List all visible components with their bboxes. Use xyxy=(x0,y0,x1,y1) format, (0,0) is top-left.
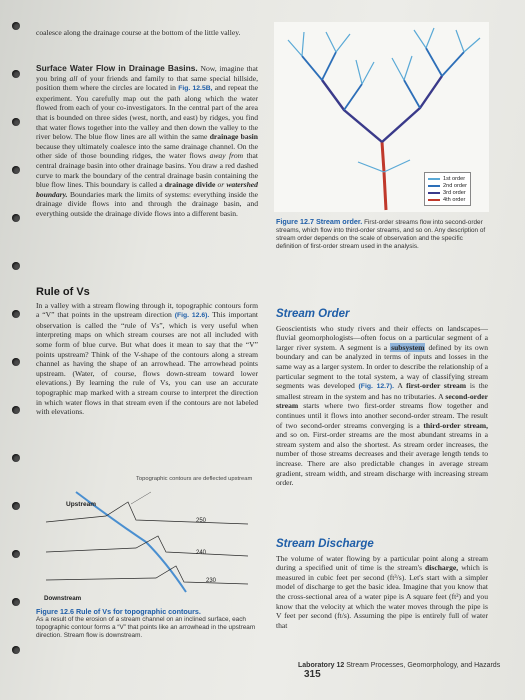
stream-order-section xyxy=(276,310,488,491)
paragraph xyxy=(276,554,488,631)
text: because they ultimately coalesce into the same drainage channel. On the other side of those bounding ridges, the water flows xyxy=(36,141,258,161)
binding-hole xyxy=(12,214,20,222)
binding-hole xyxy=(12,646,20,654)
contour-label-240: 240 xyxy=(196,550,207,556)
term: second-order stream xyxy=(276,391,488,411)
term: third-order stream, xyxy=(423,420,488,430)
caption-text: As a result of the erosion of a stream channel on an inclined surface, each topographic contour forms a “V” that points like an arrowhead in the upstream direction. Stream flow is downstream. xyxy=(36,616,256,639)
rule-of-vs-section xyxy=(36,288,258,420)
continuation-text xyxy=(36,28,258,41)
stream-discharge-section xyxy=(276,540,488,633)
spiral-binding xyxy=(6,0,22,700)
paragraph xyxy=(36,64,258,219)
contours-label-text: Topographic contours are deflected upstream xyxy=(136,476,253,482)
contour-line xyxy=(46,566,248,584)
term: drainage basin xyxy=(209,132,258,142)
section-heading: Stream Order xyxy=(276,308,350,320)
text: In a valley with a stream flowing through it, topographic contours form a “V” that points in the upstream direction xyxy=(36,300,258,320)
legend-label: 4th order xyxy=(443,196,466,203)
binding-hole xyxy=(12,166,20,174)
text: that central drainage basin into other drainage basins. You draw a red dashed curve to mark the boundary of the central drainage basin containing the blue flow lines. This boundary is called a xyxy=(36,151,258,190)
figure-link[interactable]: (Fig. 12.6). xyxy=(174,312,210,320)
text: which is measured in cubic feet per second (ft³/s). Let's start with a simpler model of discharge to get the basic idea. Imagine that you know that the cross-sectional area of a water pipe is A square feet (ft²) and you know that the velocity at which the water moves through the pipe is V feet per second (ft/s). Assuming the pipe is entirely full of water that xyxy=(276,563,489,630)
page-footer xyxy=(298,662,513,680)
binding-hole xyxy=(12,70,20,78)
text: is the smallest stream in the system and has no tributaries. A xyxy=(276,381,488,401)
lab-title: Stream Processes, Geomorphology, and Hazards xyxy=(346,662,501,669)
contour-label-250: 250 xyxy=(196,518,207,524)
text: Boundaries mark the limits of systems: everything inside the drainage divide flows into and through the drainage basin, and everything outside the drainage divide flows into a different basin. xyxy=(36,189,258,218)
text: all xyxy=(69,73,78,83)
contour-diagram xyxy=(36,472,258,604)
binding-hole xyxy=(12,550,20,558)
rule-of-vs-figure xyxy=(36,472,258,604)
text: or xyxy=(217,180,225,190)
text: Geoscientists who study rivers and their effects on landscapes—fluvial geomorphologists—often focus on a particular segment of a larger river system. A segment is a xyxy=(276,323,488,352)
legend-item xyxy=(428,189,467,196)
section-heading: Stream Discharge xyxy=(276,538,374,550)
caption-title: Figure 12.7 Stream order. xyxy=(276,217,363,226)
stream-order-legend xyxy=(424,172,471,206)
legend-item xyxy=(428,175,467,182)
binding-hole xyxy=(12,262,20,270)
annotation-leader xyxy=(131,492,151,504)
text: away from xyxy=(209,151,244,161)
term: first-order stream xyxy=(406,381,467,391)
text: and so on. First-order streams are the most abundant streams in a stream system and also the shortest. As stream order increases, the number of those streams decreases and their average length tends to increase. There are also predictable changes in average stream gradient, stream width, and stream discharge with increasing stream order. xyxy=(276,430,488,488)
lab-number: Laboratory 12 xyxy=(298,662,345,669)
legend-label: 2nd order xyxy=(443,182,467,189)
caption-title: Figure 12.6 Rule of Vs for topographic contours. xyxy=(36,607,201,616)
stream-order-figure xyxy=(274,22,489,212)
legend-label: 3rd order xyxy=(443,189,466,196)
term: watershed boundary. xyxy=(36,180,258,199)
contour-line xyxy=(46,536,248,556)
text: and repeat the experiment. You carefully map out the path along which the water flowed from each of your co-investigators. In the central part of the area that is bounded on three sides (west, north, and east) by ridges, you find that water flows together into the valley and then down the valley to the river below. The blue flow lines are all within the same xyxy=(36,83,258,142)
text: Now, imagine that you bring xyxy=(36,64,258,83)
legend-label: 1st order xyxy=(443,175,466,182)
legend-item xyxy=(428,182,467,189)
text: The volume of water flowing by a particular point along a stream during a specified unit of time is the stream's xyxy=(276,553,488,573)
surface-water-section xyxy=(36,64,258,222)
binding-hole xyxy=(12,502,20,510)
page-number: 315 xyxy=(304,669,321,680)
term: drainage divide xyxy=(164,180,216,190)
text: defined by its own boundary and can be analyzed in terms of inputs and losses in the same way as a larger system. In order to describe the relationship of a particular segment to the total system, a way of classifying stream segments was developed xyxy=(276,342,488,391)
figure-link[interactable]: (Fig. 12.7). xyxy=(358,383,394,391)
binding-hole xyxy=(12,310,20,318)
text: of your friends and family to that same special hillside, position them where the circles are located in xyxy=(36,73,258,93)
text: A xyxy=(397,381,403,391)
section-heading: Rule of Vs xyxy=(36,286,90,298)
paragraph xyxy=(276,324,488,488)
figure-12-6-caption xyxy=(36,608,258,640)
highlighted-term: subsystem xyxy=(391,342,425,352)
paragraph: coalesce along the drainage course at the bottom of the little valley. xyxy=(36,28,241,37)
contours-label xyxy=(136,476,252,482)
contour-label-230: 230 xyxy=(206,578,217,584)
binding-hole xyxy=(12,598,20,606)
caption-text: First-order streams flow into second-order streams, which flow into third-order streams, and so on. Any description of stream order depends on the scale of observation and the specific definition of first-order stream used in the analysis. xyxy=(276,219,486,250)
paragraph xyxy=(36,301,258,417)
binding-hole xyxy=(12,22,20,30)
subheading: Surface Water Flow in Drainage Basins. xyxy=(36,63,198,73)
upstream-label: Upstream xyxy=(66,501,96,508)
legend-item xyxy=(428,196,467,203)
figure-link[interactable]: Fig. 12.5B, xyxy=(178,85,213,93)
text: starts where two first-order streams flow together and continues until it flows into another second-order stream. The result of two second-order streams converging is a xyxy=(276,401,488,430)
figure-12-7-caption xyxy=(276,218,488,251)
binding-hole xyxy=(12,454,20,462)
term: discharge, xyxy=(425,563,459,573)
text: This important observation is called the “rule of Vs”, which is very useful when interpreting maps on which stream courses are not all included with some form of blue curve. But what does it mean to say that the “V” points upstream? Think of the V-shape of the contours along a stream channel as having the shape of an arrowhead. The arrowhead points upstream. (Water, of course, flows down-stream toward lower elevations.) By learning the rule of Vs, you can use an accurate topographic map marked with a stream course to interpret the direction in which water flows in that stream even if the contours are not labeled with elevations. xyxy=(36,310,258,417)
binding-hole xyxy=(12,358,20,366)
downstream-label: Downstream xyxy=(44,595,82,602)
binding-hole xyxy=(12,118,20,126)
binding-hole xyxy=(12,406,20,414)
